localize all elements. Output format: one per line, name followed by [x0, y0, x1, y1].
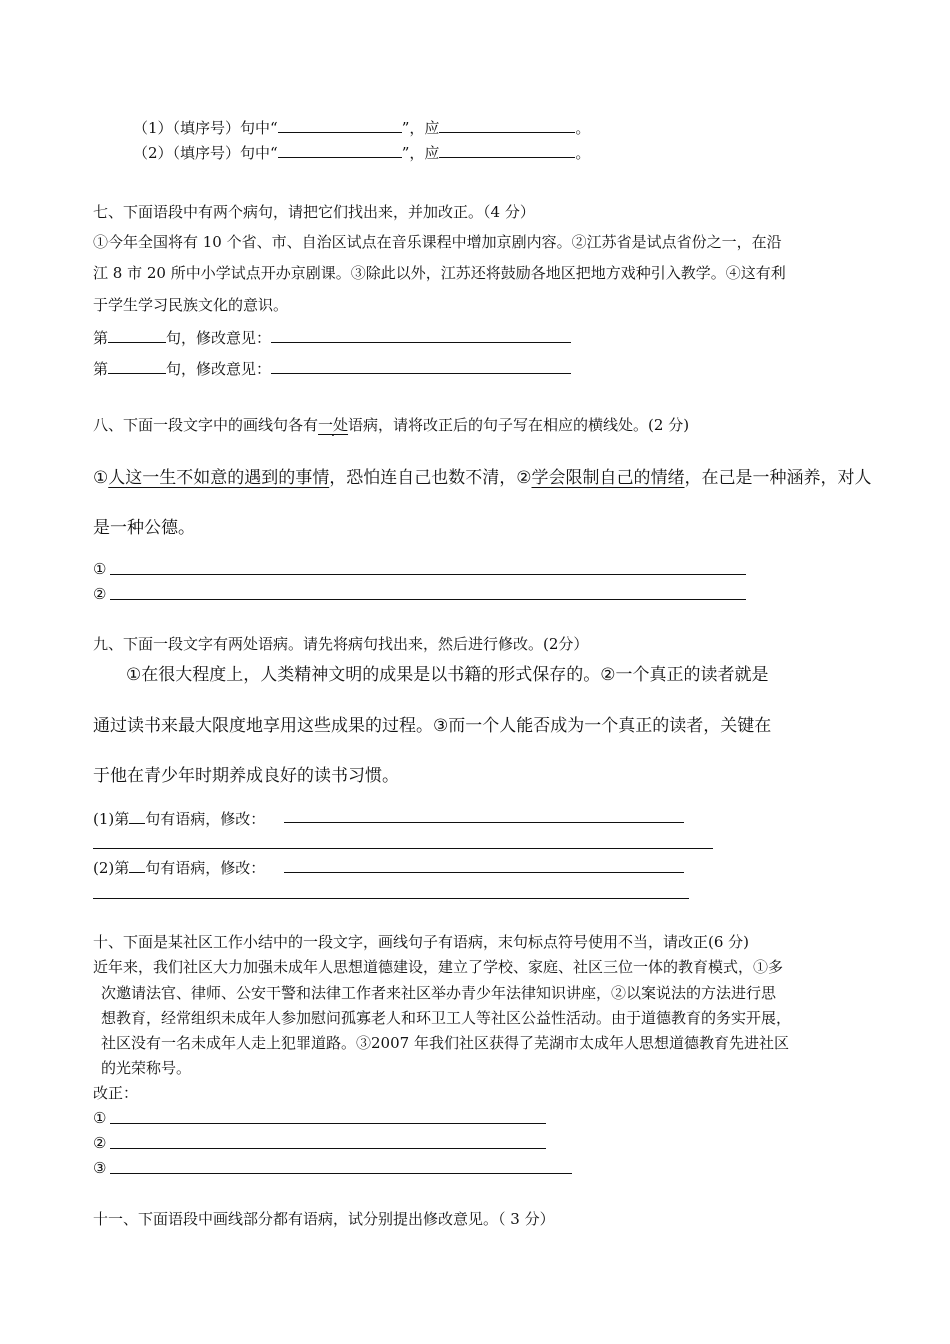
q8-emphasis: 一处: [318, 416, 349, 434]
q6-line-2: （2）（填序号）句中“ ”，应 。: [133, 144, 591, 162]
q7-fix-1[interactable]: [271, 328, 571, 343]
q8-answer-2-line[interactable]: [110, 599, 746, 600]
q7-answer-2: 第 句，修改意见：: [93, 359, 571, 379]
q9-answer-1-line-b[interactable]: [93, 848, 713, 849]
q10-para-4: 社区没有一名未成年人走上犯罪道路。③2007 年我们社区获得了芜湖市太成年人思想道德教育先进社区: [101, 1034, 789, 1052]
q7-para-3: 于学生学习民族文化的意识。: [93, 296, 289, 314]
q10-answer-2-line[interactable]: [110, 1148, 546, 1149]
q7-para-1: ①今年全国将有 10 个省、市、自治区试点在音乐课程中增加京剧内容。②江苏省是试点省份之一，在沿: [93, 233, 782, 251]
q6-blank-2b[interactable]: [439, 143, 575, 158]
q9-title: 九、下面一段文字有两处语病。请先将病句找出来，然后进行修改。(2分）: [93, 635, 589, 653]
q9-answer-1-line-a[interactable]: [284, 822, 684, 823]
q8-underlined-2: 学会限制自己的情绪: [531, 468, 685, 488]
q7-sentence-no-1[interactable]: [108, 328, 166, 343]
q10-title: 十、下面是某社区工作小结中的一段文字，画线句子有语病，末句标点符号使用不当，请改正(6 分): [93, 933, 750, 951]
q10-para-2: 次邀请法官、律师、公安干警和法律工作者来社区举办青少年法律知识讲座，②以案说法的方法进行思: [101, 984, 777, 1002]
q8-answer-1-label: ①: [93, 560, 107, 578]
q9-answer-1: (1)第 句有语病，修改：: [93, 810, 266, 828]
q10-para-5: 的光荣称号。: [101, 1059, 192, 1077]
q8-underlined-1: 人这一生不如意的遇到的事情: [108, 468, 330, 488]
q7-sentence-no-2[interactable]: [108, 359, 166, 374]
q7-para-2: 江 8 市 20 所中小学试点开办京剧课。③除此以外，江苏还将鼓励各地区把地方戏种引入教学。④这有利: [93, 264, 786, 282]
q6-blank-2a[interactable]: [278, 143, 402, 158]
q9-sentence-no-2[interactable]: [129, 858, 145, 873]
q10-para-1: 近年来，我们社区大力加强未成年人思想道德建设，建立了学校、家庭、社区三位一体的教育模式，①多: [93, 958, 784, 976]
q9-para-1: ①在很大程度上，人类精神文明的成果是以书籍的形式保存的。②一个真正的读者就是: [126, 665, 769, 685]
q8-title: 八、下面一段文字中的画线句各有一处语病，请将改正后的句子写在相应的横线处。(2 分): [93, 416, 690, 434]
q10-answer-3-label: ③: [93, 1159, 107, 1177]
q10-para-3: 想教育，经常组织未成年人参加慰问孤寡老人和环卫工人等社区公益性活动。由于道德教育的务实开展，: [101, 1009, 792, 1027]
q9-answer-2-line-a[interactable]: [284, 872, 684, 873]
q10-answer-1-line[interactable]: [110, 1123, 546, 1124]
q10-answer-2-label: ②: [93, 1134, 107, 1152]
q6-blank-1a[interactable]: [278, 118, 402, 133]
q9-para-3: 于他在青少年时期养成良好的读书习惯。: [93, 766, 399, 786]
q6-line-1: （1）（填序号）句中“ ”，应 。: [133, 119, 591, 137]
q8-answer-2-label: ②: [93, 585, 107, 603]
q7-title: 七、下面语段中有两个病句，请把它们找出来，并加改正。（4 分）: [93, 203, 535, 221]
q9-answer-2: (2)第 句有语病，修改：: [93, 859, 266, 877]
q9-sentence-no-1[interactable]: [129, 809, 145, 824]
q8-para-2: 是一种公德。: [93, 518, 195, 538]
q10-answer-3-line[interactable]: [110, 1173, 572, 1174]
q8-para-1: ①人这一生不如意的遇到的事情，恐怕连自己也数不清，②学会限制自己的情绪，在己是一种涵养，对人: [93, 468, 872, 488]
q10-answer-1-label: ①: [93, 1109, 107, 1127]
q9-answer-2-line-b[interactable]: [93, 898, 689, 899]
q11-title: 十一、下面语段中画线部分都有语病，试分别提出修改意见。（ 3 分）: [93, 1210, 555, 1228]
q7-answer-1: 第 句，修改意见：: [93, 328, 571, 348]
q7-fix-2[interactable]: [271, 359, 571, 374]
q9-para-2: 通过读书来最大限度地享用这些成果的过程。③而一个人能否成为一个真正的读者，关键在: [93, 716, 772, 736]
q6-blank-1b[interactable]: [439, 118, 575, 133]
q8-answer-1-line[interactable]: [110, 574, 746, 575]
q10-fix-label: 改正：: [93, 1084, 139, 1102]
